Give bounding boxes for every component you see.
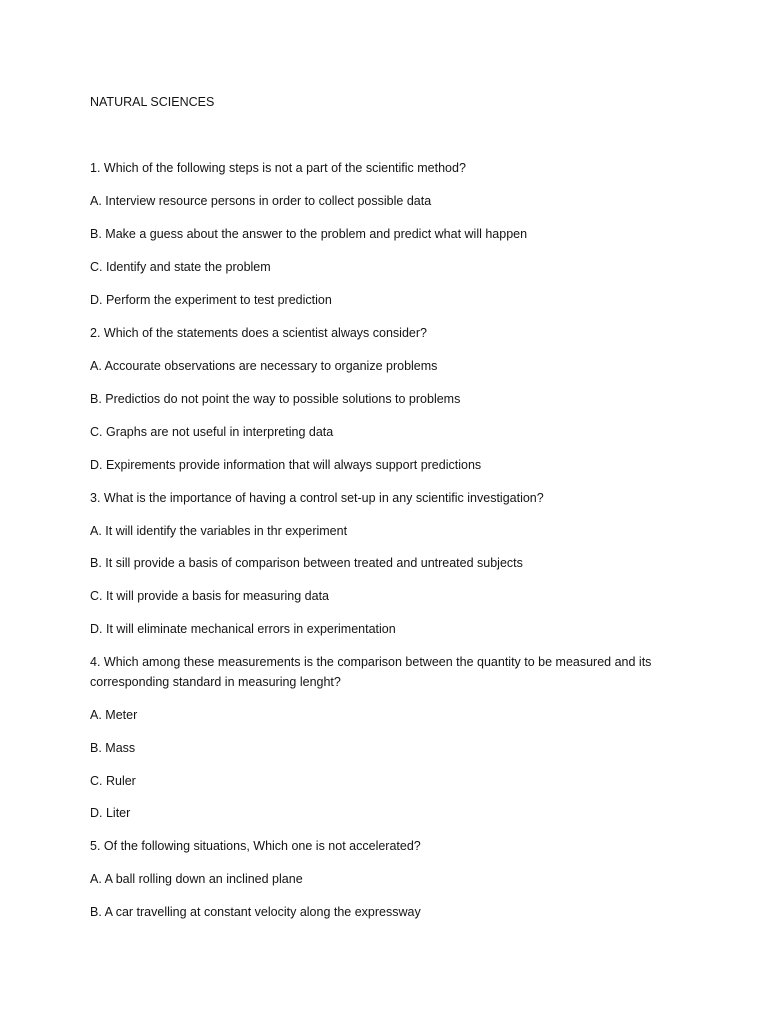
question-1: 1. Which of the following steps is not a part of the scientific method?: [90, 161, 466, 175]
q3-option-c: C. It will provide a basis for measuring data: [90, 589, 329, 603]
q1-option-a: A. Interview resource persons in order to collect possible data: [90, 194, 432, 208]
q1-option-c: C. Identify and state the problem: [90, 260, 271, 274]
q2-option-c: C. Graphs are not useful in interpreting data: [90, 425, 334, 439]
q4-option-d: D. Liter: [90, 806, 131, 820]
q2-option-b: B. Predictios do not point the way to possible solutions to problems: [90, 392, 461, 406]
q1-option-d: D. Perform the experiment to test prediction: [90, 293, 332, 307]
q4-option-b: B. Mass: [90, 741, 136, 755]
question-2: 2. Which of the statements does a scientist always consider?: [90, 326, 427, 340]
q2-option-d: D. Expirements provide information that will always support predictions: [90, 458, 482, 472]
q3-option-b: B. It sill provide a basis of comparison between treated and untreated subjects: [90, 556, 523, 570]
question-4: 4. Which among these measurements is the comparison between the quantity to be measured and its corresponding standard in measuring lenght?: [90, 655, 652, 689]
q1-option-b: B. Make a guess about the answer to the problem and predict what will happen: [90, 227, 528, 241]
q4-option-a: A. Meter: [90, 708, 138, 722]
q3-option-d: D. It will eliminate mechanical errors in experimentation: [90, 622, 396, 636]
q5-option-b: B. A car travelling at constant velocity along the expressway: [90, 905, 421, 919]
q5-option-a: A. A ball rolling down an inclined plane: [90, 872, 303, 886]
q3-option-a: A. It will identify the variables in thr experiment: [90, 524, 348, 538]
q4-option-c: C. Ruler: [90, 774, 136, 788]
document-heading: NATURAL SCIENCES: [90, 95, 215, 109]
question-3: 3. What is the importance of having a control set-up in any scientific investigation?: [90, 491, 544, 505]
question-5: 5. Of the following situations, Which one is not accelerated?: [90, 839, 421, 853]
q2-option-a: A. Accourate observations are necessary to organize problems: [90, 359, 438, 373]
